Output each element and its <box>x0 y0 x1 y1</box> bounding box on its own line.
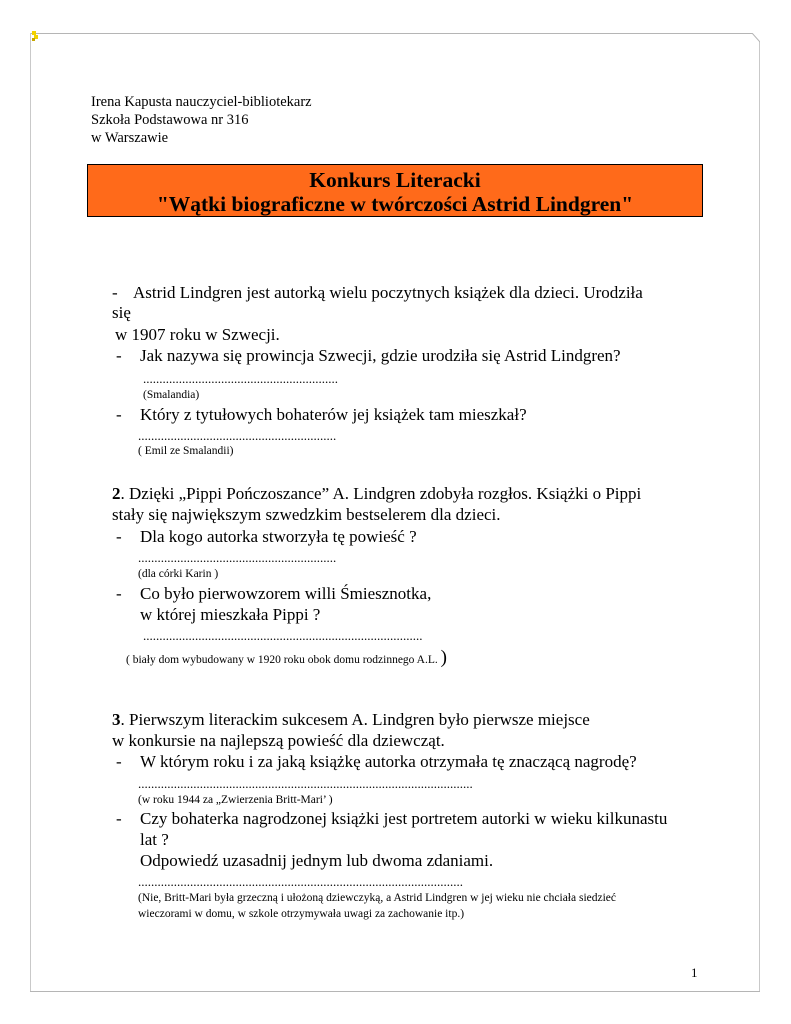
s3-number: 3 <box>112 710 121 729</box>
s1-q1-answer: (Smalandia) <box>143 389 200 401</box>
page-border-bottom <box>30 991 760 992</box>
s3-intro-a-text: . Pierwszym literackim sukcesem A. Lindgren było pierwsze miejsce <box>120 710 590 729</box>
s2-q2-answer-text: ( biały dom wybudowany w 1920 roku obok domu rodzinnego A.L. <box>126 654 441 666</box>
s1-q1-answer-line: ............................................................ <box>143 371 338 386</box>
page-border-left <box>30 33 31 991</box>
title-banner <box>87 164 703 217</box>
page-number: 1 <box>691 965 698 980</box>
s1-q1-text: Jak nazywa się prowincja Szwecji, gdzie urodziła się Astrid Lindgren? <box>140 346 621 365</box>
s3-q1-answer: (w roku 1944 za „Zwierzenia Britt-Mari’ ) <box>138 794 333 806</box>
s3-q2-line-c: Odpowiedź uzasadnij jednym lub dwoma zdaniami. <box>140 851 494 870</box>
s3-q2-answer-line-b: wieczorami w domu, w szkole otrzymywała uwagi za zachowanie itp.) <box>138 908 465 920</box>
anchor-icon <box>31 30 39 42</box>
s2-q2-line-b: w której mieszkała Pippi ? <box>140 605 321 624</box>
s2-intro-line-b: stały się największym szwedzkim bestselerem dla dzieci. <box>112 505 501 524</box>
s1-q1-dash: - <box>116 346 122 365</box>
s2-q2-line-a: Co było pierwowzorem willi Śmiesznotka, <box>140 584 432 603</box>
s2-q2-answer-line: ...................................................................................... <box>143 628 423 643</box>
s3-intro-line-a <box>112 710 590 730</box>
page-border-right <box>759 42 760 992</box>
s1-q2-answer: ( Emil ze Smalandii) <box>138 445 234 457</box>
s2-intro-line-a <box>112 484 641 504</box>
s3-q2-line-b: lat ? <box>140 830 169 849</box>
s1-q2-text: Który z tytułowych bohaterów jej książek tam mieszkał? <box>140 405 527 424</box>
s2-number: 2 <box>112 484 121 503</box>
s1-q2-dash: - <box>116 405 122 424</box>
city-line: w Warszawie <box>91 130 169 146</box>
s2-q1-text: Dla kogo autorka stworzyła tę powieść ? <box>140 527 417 546</box>
s3-q2-answer-line: .................................................................................................... <box>138 874 463 889</box>
page-fold-corner <box>744 33 760 43</box>
page-border-top <box>30 33 752 34</box>
school-line: Szkoła Podstawowa nr 316 <box>91 112 249 128</box>
s3-intro-line-b: w konkursie na najlepszą powieść dla dziewcząt. <box>112 731 445 750</box>
s2-q1-dash: - <box>116 527 122 546</box>
author-line: Irena Kapusta nauczyciel-bibliotekarz <box>91 94 312 110</box>
s2-intro-a-text: . Dzięki „Pippi Pończoszance” A. Lindgren zdobyła rozgłos. Książki o Pippi <box>120 484 642 503</box>
s3-q2-answer-line-a: (Nie, Britt-Mari była grzeczną i ułożoną dziewczyką, a Astrid Lindgren w jej wieku nie chciała siedzieć <box>138 892 617 904</box>
s3-q2-line-a: Czy bohaterka nagrodzonej książki jest portretem autorki w wieku kilkunastu <box>140 809 668 828</box>
s2-q1-answer: (dla córki Karin ) <box>138 568 219 580</box>
s2-q2-answer-close-paren: ) <box>440 647 447 668</box>
s1-intro-dash: - <box>112 283 118 302</box>
s1-intro-line-c: w 1907 roku w Szwecji. <box>115 325 280 344</box>
banner-subtitle: "Wątki biograficzne w twórczości Astrid Lindgren" <box>156 192 634 216</box>
s1-intro-line-b: się <box>112 303 131 322</box>
s3-q1-answer-line: ....................................................................................................... <box>138 776 473 791</box>
s3-q1-text: W którym roku i za jaką książkę autorka otrzymała tę znaczącą nagrodę? <box>140 752 637 771</box>
s3-q1-dash: - <box>116 752 122 771</box>
s1-q2-answer-line: ............................................................. <box>138 428 337 443</box>
s1-intro-line-a: Astrid Lindgren jest autorką wielu poczytnych książek dla dzieci. Urodziła <box>133 283 643 302</box>
s2-q1-answer-line: ............................................................. <box>138 550 337 565</box>
s2-q2-answer <box>126 647 447 669</box>
s2-q2-dash: - <box>116 584 122 603</box>
s3-q2-dash: - <box>116 809 122 828</box>
banner-title: Konkurs Literacki <box>309 168 481 192</box>
